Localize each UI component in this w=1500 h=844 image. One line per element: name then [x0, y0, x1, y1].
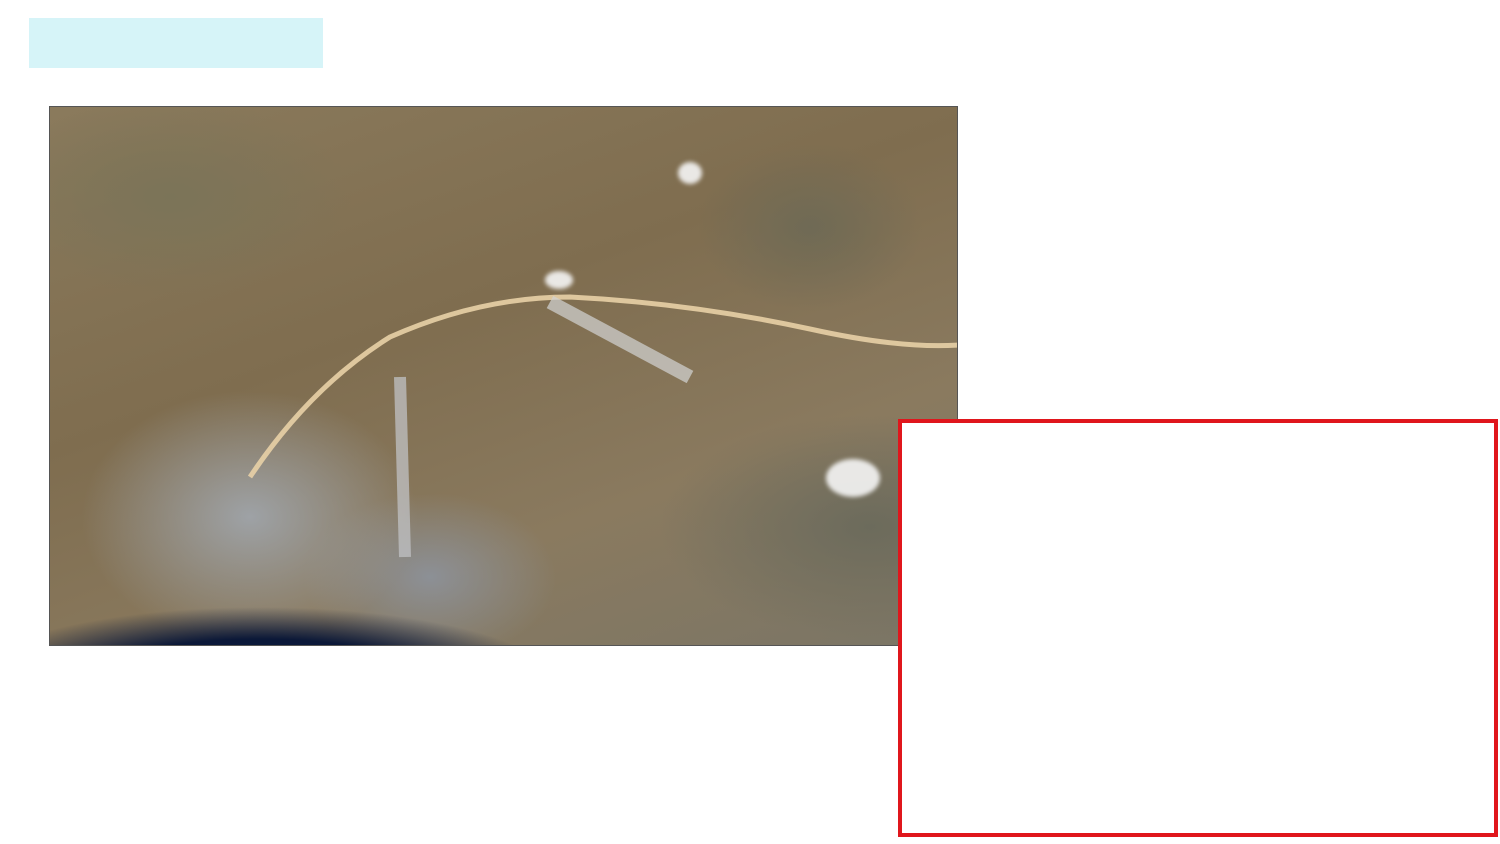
slide-title [29, 18, 323, 68]
gravity-section-chart [902, 423, 1494, 833]
airport-runway [400, 377, 405, 557]
gravity-section-panel [898, 419, 1498, 837]
station-map [49, 106, 958, 646]
runway-strip [550, 302, 690, 377]
map-overlay [50, 107, 958, 646]
